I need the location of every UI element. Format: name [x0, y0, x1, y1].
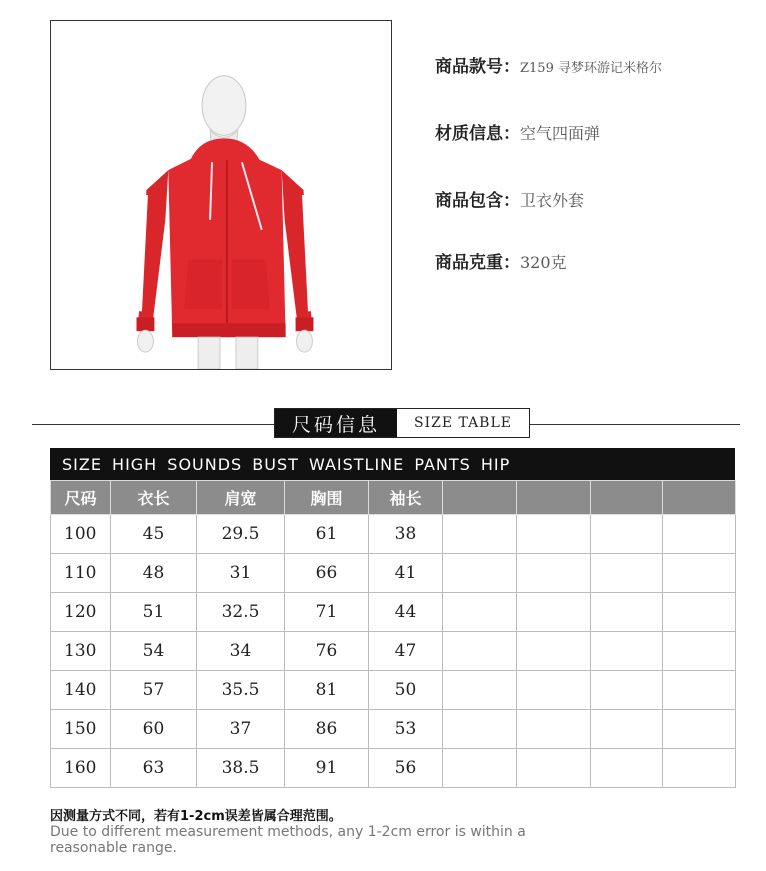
table-row	[51, 632, 736, 671]
table-cell	[443, 671, 517, 710]
title-cn: 尺码信息	[275, 409, 397, 437]
table-row	[51, 671, 736, 710]
table-row	[51, 749, 736, 788]
table-cell: 48	[111, 554, 197, 593]
table-cell	[591, 749, 663, 788]
table-header-row	[51, 481, 736, 515]
table-cell: 37	[197, 710, 285, 749]
table-cell: 130	[51, 632, 111, 671]
table-cell: 110	[51, 554, 111, 593]
table-cell: 51	[111, 593, 197, 632]
table-cell	[663, 593, 736, 632]
table-cell: 34	[197, 632, 285, 671]
table-cell: 160	[51, 749, 111, 788]
table-cell: 32.5	[197, 593, 285, 632]
table-cell	[663, 632, 736, 671]
table-cell: 38	[369, 515, 443, 554]
table-cell: 56	[369, 749, 443, 788]
table-cell: 71	[285, 593, 369, 632]
table-cell	[663, 749, 736, 788]
table-cell: 120	[51, 593, 111, 632]
table-cell	[517, 671, 591, 710]
table-cell	[443, 632, 517, 671]
table-row	[51, 554, 736, 593]
size-header-bar: SIZE HIGH SOUNDS BUST WAISTLINE PANTS HIP	[50, 448, 735, 480]
table-cell	[663, 710, 736, 749]
table-cell: 63	[111, 749, 197, 788]
table-cell	[663, 671, 736, 710]
size-table-title	[274, 408, 530, 438]
table-cell	[517, 710, 591, 749]
hoodie-mannequin-image	[51, 21, 391, 369]
column-header: 肩宽	[197, 481, 285, 515]
info-row-contents	[435, 186, 584, 211]
table-cell: 41	[369, 554, 443, 593]
column-header	[443, 481, 517, 515]
measurement-note-en: Due to different measurement methods, any 1-2cm error is within a reasonable range.	[50, 824, 526, 856]
table-cell: 53	[369, 710, 443, 749]
table-cell: 140	[51, 671, 111, 710]
table-cell: 60	[111, 710, 197, 749]
info-label: 商品包含：	[435, 191, 520, 211]
info-label: 商品克重：	[435, 253, 520, 273]
info-label: 材质信息：	[435, 124, 520, 144]
info-value: 卫衣外套	[520, 191, 585, 210]
table-cell	[443, 749, 517, 788]
product-photo	[50, 20, 392, 370]
table-cell	[591, 515, 663, 554]
info-value: 空气四面弹	[520, 124, 601, 143]
info-value: Z159 寻梦环游记米格尔	[520, 61, 662, 76]
table-cell: 150	[51, 710, 111, 749]
table-cell	[443, 593, 517, 632]
table-cell	[517, 749, 591, 788]
table-cell	[663, 515, 736, 554]
table-cell	[517, 554, 591, 593]
table-cell: 100	[51, 515, 111, 554]
divider-line-left	[32, 424, 275, 425]
info-value: 320克	[520, 253, 567, 272]
table-row	[51, 515, 736, 554]
table-cell: 91	[285, 749, 369, 788]
column-header: 胸围	[285, 481, 369, 515]
info-row-material	[435, 119, 600, 144]
table-cell	[517, 593, 591, 632]
table-cell: 61	[285, 515, 369, 554]
divider-line-right	[530, 424, 740, 425]
table-cell: 76	[285, 632, 369, 671]
table-cell: 45	[111, 515, 197, 554]
table-cell: 57	[111, 671, 197, 710]
table-cell	[517, 632, 591, 671]
column-header: 袖长	[369, 481, 443, 515]
info-row-style-number	[435, 52, 662, 77]
table-cell	[517, 515, 591, 554]
table-cell: 29.5	[197, 515, 285, 554]
table-cell	[443, 515, 517, 554]
table-cell: 44	[369, 593, 443, 632]
table-cell	[591, 710, 663, 749]
table-cell: 86	[285, 710, 369, 749]
table-row	[51, 710, 736, 749]
table-cell: 38.5	[197, 749, 285, 788]
column-header	[517, 481, 591, 515]
table-cell	[443, 710, 517, 749]
column-header	[591, 481, 663, 515]
measurement-note-cn: 因测量方式不同，若有1-2cm误差皆属合理范围。	[50, 809, 342, 824]
table-cell: 81	[285, 671, 369, 710]
table-cell: 31	[197, 554, 285, 593]
column-header	[663, 481, 736, 515]
table-cell	[591, 593, 663, 632]
table-cell: 50	[369, 671, 443, 710]
table-cell: 54	[111, 632, 197, 671]
table-cell	[443, 554, 517, 593]
table-row	[51, 593, 736, 632]
table-cell: 47	[369, 632, 443, 671]
column-header: 衣长	[111, 481, 197, 515]
info-label: 商品款号：	[435, 57, 520, 77]
title-en: SIZE TABLE	[413, 415, 512, 431]
table-cell	[591, 671, 663, 710]
info-row-weight	[435, 248, 567, 273]
table-cell: 35.5	[197, 671, 285, 710]
table-cell: 66	[285, 554, 369, 593]
table-cell	[663, 554, 736, 593]
size-table	[50, 480, 736, 788]
table-cell	[591, 554, 663, 593]
table-cell	[591, 632, 663, 671]
column-header: 尺码	[51, 481, 111, 515]
